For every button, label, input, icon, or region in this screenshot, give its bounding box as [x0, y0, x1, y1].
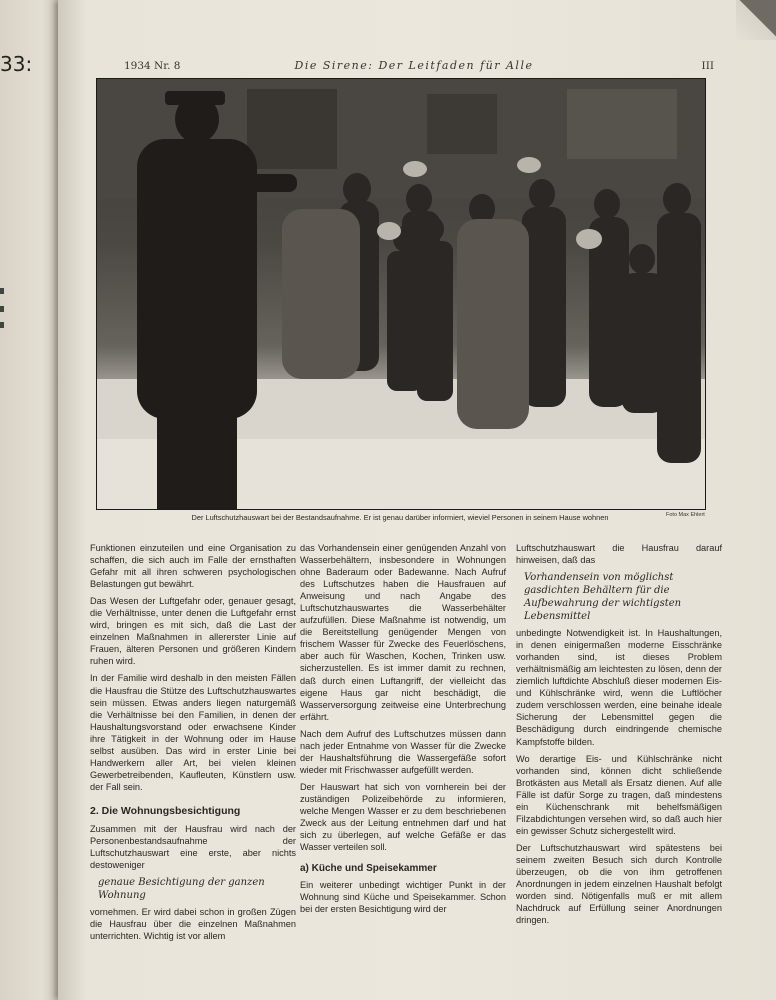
running-header — [124, 58, 714, 76]
paragraph: unbedingte Notwendigkeit ist. In Haushaltungen, in denen einigermaßen moderne Eisschränke vorhanden sind, ist dieses Problem verhältnismäßig am leichtesten zu lösen, denn der ziemlich luftdichte Abschluß dieser modernen Eis- und Kühlschränke wird, wenn die Luftlöcher zudem verschlossen werden, eine beinahe ideale Sicherung der Lebensmittel gegen die Beschädigung durch eindringende chemische Kampfstoffe bilden. — [516, 628, 722, 747]
photo-caption: Der Luftschutzhauswart bei der Bestandsaufnahme. Er ist genau darüber informiert, wieviel Personen in seinem Hause wohnen — [191, 513, 609, 522]
issue-number: 1934 Nr. 8 — [124, 60, 181, 72]
paragraph: Der Hauswart hat sich von vornherein bei der zuständigen Polizeibehörde zu informieren, welche Mengen Wasser er zu dem beschriebenen Zweck aus der Leitung entnehmen darf und hat sich zu überlegen, auf welche Gefäße er das Wasser verteilen soll. — [300, 781, 506, 853]
text-column-2 — [300, 542, 506, 920]
section-heading: 2. Die Wohnungsbesichtigung — [90, 804, 241, 817]
text-column-1 — [90, 542, 296, 947]
paragraph: Luftschutzhauswart die Hausfrau darauf hinweisen, daß das — [516, 543, 722, 566]
publication-title: Die Sirene: Der Leitfaden für Alle — [294, 59, 534, 72]
paragraph: Der Luftschutzhauswart wird spätestens bei seinem zweiten Besuch sich durch Kontrolle überzeugen, ob die von ihm getroffenen Anordnungen in jedem einzelnen Haushalt befolgt worden sind. Nötigenfalls muß er mit allem Nachdruck auf Erfüllung seiner Anordnungen dringen. — [516, 842, 722, 926]
paragraph: Nach dem Aufruf des Luftschutzes müssen dann nach jeder Entnahme von Wasser für die Zwecke der Haushaltsführung die Wassergefäße sofort wieder mit Frischwasser aufgefüllt werden. — [300, 728, 506, 775]
paragraph: Ein weiterer unbedingt wichtiger Punkt in der Wohnung sind Küche und Speisekammer. Schon bei der ersten Besichtigung wird der — [300, 880, 506, 915]
page-number: III — [701, 60, 714, 72]
paragraph: Funktionen einzuteilen und eine Organisation zu schaffen, die sich auch im Falle der ernsthaften Gefahr mit all ihren schweren psychologischen Belastungen gut bewährt. — [90, 543, 296, 590]
photo-illustration — [97, 79, 705, 509]
photograph — [96, 78, 706, 510]
paragraph: Wo derartige Eis- und Kühlschränke nicht vorhanden sind, können dicht schließende Brotkästen aus Metall als Ersatz dienen. Auf alle Fälle ist dafür Sorge zu tragen, daß mindestens ein Küchenschrank mit behelfsmäßigen Filzabdichtungen versehen wird, so daß auch hier ein gewisser Schutz sichergestellt wird. — [516, 753, 722, 836]
previous-page-mark — [0, 288, 4, 294]
paragraph: vornehmen. Er wird dabei schon in großen Zügen die Hausfrau über die einzelnen Maßnahmen unterrichten. Wichtig ist vor allem — [90, 907, 296, 942]
previous-page-mark — [0, 322, 4, 328]
paragraph: In der Familie wird deshalb in den meisten Fällen die Hausfrau die Stütze des Luftschutzhauswartes sein müssen. Etwas anders liegen naturgemäß die Verhältnisse bei den Familien, in denen der Haushaltungsvorstand oder erwachsene Kinder ihre Tätigkeit in der Wohnung oder im Hause selbst ausüben. Das wird in erster Linie bei Handwerkern aller Art, bei vielen kleinen Gewerbetreibenden, Kaufleuten, Künstlern usw. der Fall sein. — [90, 673, 296, 792]
photo-credit: Foto Max Ehlert — [666, 512, 705, 518]
paragraph: das Vorhandensein einer genügenden Anzahl von Wasserbehältern, insbesondere in Wohnungen ohne Baderaum oder Badewanne. Nach Aufruf des Luftschutzes haben die Hausfrauen auf Anweisung und nach Angabe des Luftschutzhauswartes die Wasserbehälter aufzufüllen. Diese Maßnahme ist notwendig, um die Bereitstellung genügender Mengen von frischem Wasser für Zwecke des Feuerlöschens, aber auch für Waschen, Kochen, Trinken usw. sicherzustellen. Es ist immer damit zu rechnen, daß durch einen Luftangriff, der vielleicht das eigene Haus gar nicht beschädigt, die Wasserversorgung zeitweise eine Unterbrechung erfährt. — [300, 543, 506, 722]
emphasis-text: Vorhandensein von möglichst gasdichten Behältern für die Aufbewahrung der wichtigsten Lebensmittel — [524, 572, 682, 623]
emphasis-text: genaue Besichtigung der ganzen Wohnung — [98, 877, 265, 902]
page-corner — [736, 0, 776, 40]
magazine-page — [58, 0, 776, 1000]
paragraph: Zusammen mit der Hausfrau wird nach der Personenbestandsaufnahme der Luftschutzhauswart eine erste, aber nichts destoweniger — [90, 823, 296, 871]
paragraph: Das Wesen der Luftgefahr oder, genauer gesagt, die Verhältnisse, unter denen die Luftgefahr ernst wird, bringen es mit sich, daß die Last der einzelnen Maßnahmen in allererster Linie auf Frauen, älteren Personen und größeren Kindern ruhen wird. — [90, 596, 296, 667]
text-column-3 — [516, 542, 722, 931]
previous-page-mark — [0, 306, 4, 312]
previous-page-fragment: 33: — [0, 52, 33, 76]
subsection-heading: a) Küche und Speisekammer — [300, 863, 437, 875]
